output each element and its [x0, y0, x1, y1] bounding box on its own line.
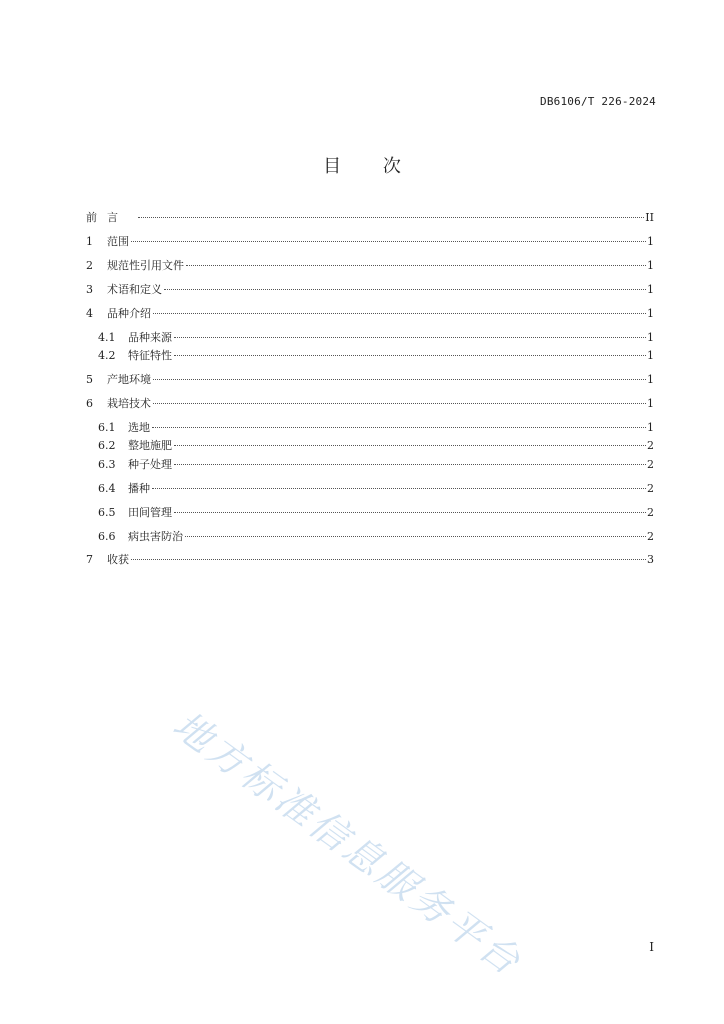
toc-entry-number: 6.6: [98, 530, 116, 543]
toc-entry-variety[interactable]: [86, 306, 654, 322]
toc-dot-leader: [138, 217, 644, 218]
toc-entry-label: 术语和定义: [107, 283, 162, 296]
toc-entry-number: 3: [86, 283, 93, 296]
toc-dot-leader: [174, 355, 646, 356]
toc-entry-number: 6.4: [98, 482, 116, 495]
toc-entry-page: 1: [647, 307, 654, 320]
toc-dot-leader: [152, 488, 646, 489]
toc-entry-label: 收获: [107, 553, 129, 566]
toc-title: 目 次: [323, 156, 419, 177]
toc-entry-page: 2: [647, 439, 654, 452]
toc-entry-label: 言: [107, 211, 136, 224]
toc-entry-number: 2: [86, 259, 93, 272]
toc-entry-page: 1: [647, 421, 654, 434]
toc-entry-page: 1: [647, 259, 654, 272]
toc-entry-label: 播种: [128, 482, 150, 495]
standard-code: DB6106/T 226-2024: [540, 95, 656, 108]
toc-entry-number: 6: [86, 397, 93, 410]
toc-entry-number: 前: [86, 211, 97, 224]
toc-entry-harvest[interactable]: [86, 552, 654, 568]
toc-dot-leader: [153, 403, 646, 404]
toc-entry-label: 选地: [128, 421, 150, 434]
toc-entry-cultivation[interactable]: [86, 396, 654, 412]
watermark: 地方标准信息服务平台: [165, 702, 531, 986]
toc-entry-label: 病虫害防治: [128, 530, 183, 543]
toc-entry-page: 3: [647, 553, 654, 566]
toc-entry-land-preparation[interactable]: [98, 438, 654, 454]
toc-dot-leader: [174, 512, 646, 513]
toc-entry-number: 7: [86, 553, 93, 566]
toc-entry-preface[interactable]: [86, 210, 654, 226]
toc-dot-leader: [185, 536, 646, 537]
toc-entry-number: 6.3: [98, 458, 116, 471]
toc-entry-page: 1: [647, 283, 654, 296]
toc-entry-page: 2: [647, 458, 654, 471]
toc-entry-environment[interactable]: [86, 372, 654, 388]
toc-entry-number: 6.2: [98, 439, 116, 452]
toc-entry-page: 2: [647, 506, 654, 519]
toc-entry-scope[interactable]: [86, 234, 654, 250]
toc-entry-page: II: [645, 211, 654, 224]
toc-entry-site-selection[interactable]: [98, 420, 654, 436]
toc-entry-label: 特征特性: [128, 349, 172, 362]
toc-dot-leader: [152, 427, 646, 428]
toc-entry-number: 6.5: [98, 506, 116, 519]
toc-entry-normative-references[interactable]: [86, 258, 654, 274]
toc-entry-label: 种子处理: [128, 458, 172, 471]
toc-entry-number: 6.1: [98, 421, 116, 434]
toc-dot-leader: [174, 464, 646, 465]
toc-entry-pest-control[interactable]: [98, 529, 654, 545]
toc-entry-label: 规范性引用文件: [107, 259, 184, 272]
toc-entry-label: 产地环境: [107, 373, 151, 386]
toc-entry-terms[interactable]: [86, 282, 654, 298]
toc-dot-leader: [164, 289, 646, 290]
page-number: I: [649, 940, 654, 954]
toc-dot-leader: [174, 337, 646, 338]
toc-dot-leader: [153, 313, 646, 314]
toc-entry-label: 范围: [107, 235, 129, 248]
toc-entry-number: 4: [86, 307, 93, 320]
toc-entry-label: 田间管理: [128, 506, 172, 519]
toc-dot-leader: [174, 445, 646, 446]
toc-entry-variety-source[interactable]: [98, 330, 654, 346]
toc-entry-number: 5: [86, 373, 93, 386]
toc-entry-page: 1: [647, 349, 654, 362]
toc-entry-page: 2: [647, 530, 654, 543]
toc-dot-leader: [186, 265, 646, 266]
toc-entry-label: 品种介绍: [107, 307, 151, 320]
toc-entry-label: 品种来源: [128, 331, 172, 344]
toc-entry-label: 整地施肥: [128, 439, 172, 452]
toc-dot-leader: [153, 379, 646, 380]
toc-entry-number: 4.2: [98, 349, 116, 362]
toc-entry-page: 2: [647, 482, 654, 495]
toc-entry-page: 1: [647, 331, 654, 344]
toc-entry-seed-treatment[interactable]: [98, 457, 654, 473]
toc-dot-leader: [131, 241, 646, 242]
toc-entry-number: 1: [86, 235, 93, 248]
toc-entry-characteristics[interactable]: [98, 348, 654, 364]
toc-entry-page: 1: [647, 235, 654, 248]
toc-dot-leader: [131, 559, 646, 560]
toc-entry-sowing[interactable]: [98, 481, 654, 497]
toc-entry-page: 1: [647, 397, 654, 410]
toc-entry-number: 4.1: [98, 331, 116, 344]
toc-entry-page: 1: [647, 373, 654, 386]
toc-entry-label: 栽培技术: [107, 397, 151, 410]
toc-entry-field-management[interactable]: [98, 505, 654, 521]
